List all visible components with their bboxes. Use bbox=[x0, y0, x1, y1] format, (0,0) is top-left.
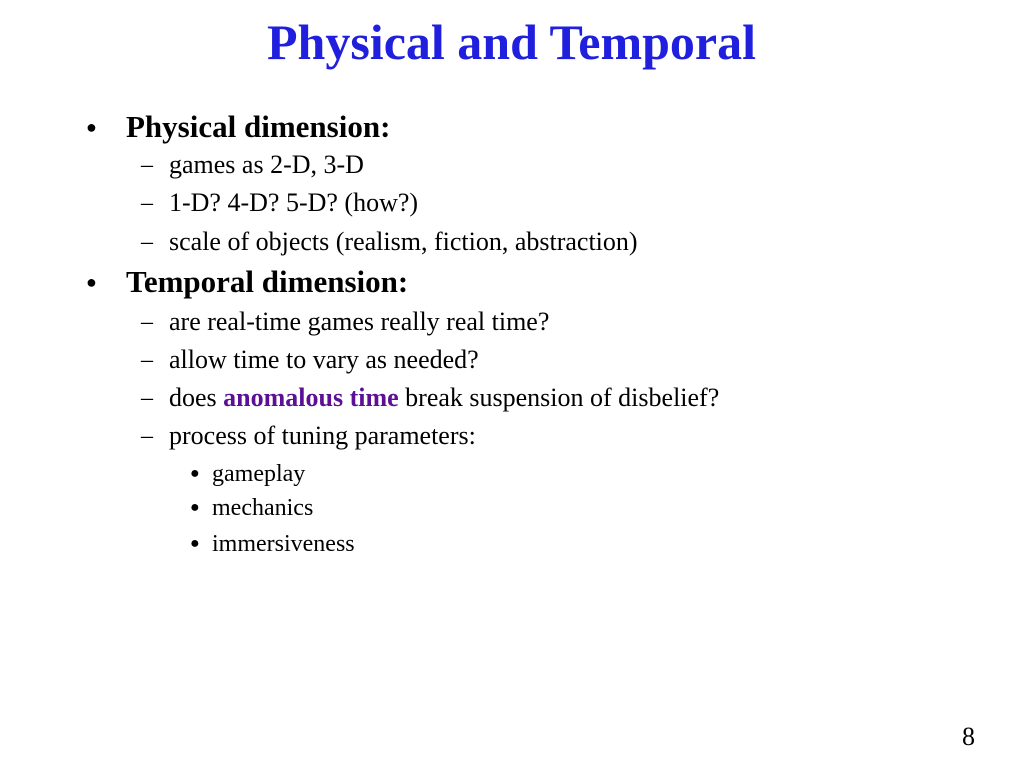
bullet-label: Physical dimension: bbox=[126, 109, 391, 144]
emphasized-term: anomalous time bbox=[223, 383, 399, 412]
dash-marker: – bbox=[141, 423, 153, 449]
bullet-physical-dimension bbox=[86, 109, 391, 145]
sub-bullet-dimensions-question bbox=[141, 188, 419, 218]
sub-bullet-text: games as 2-D, 3-D bbox=[169, 150, 364, 179]
dash-marker: – bbox=[141, 190, 153, 216]
bullet-label: Temporal dimension: bbox=[126, 264, 409, 299]
sub-bullet-scale-of-objects bbox=[141, 227, 638, 257]
slide-title: Physical and Temporal bbox=[267, 14, 756, 70]
sub-sub-bullet-text: mechanics bbox=[212, 495, 314, 521]
bullet-marker: ● bbox=[86, 117, 97, 137]
dash-marker: – bbox=[141, 347, 153, 373]
dash-marker: – bbox=[141, 152, 153, 178]
dash-marker: – bbox=[141, 385, 153, 411]
sub-bullet-games-2d-3d bbox=[141, 150, 364, 180]
sub-sub-bullet-text: immersiveness bbox=[212, 531, 355, 557]
bullet-temporal-dimension bbox=[86, 264, 409, 300]
sub-sub-bullet-gameplay bbox=[190, 460, 306, 488]
bullet-marker: ● bbox=[190, 499, 200, 516]
dash-marker: – bbox=[141, 309, 153, 335]
sub-bullet-anomalous-time bbox=[141, 383, 720, 413]
bullet-marker: ● bbox=[190, 465, 200, 482]
sub-bullet-text: process of tuning parameters: bbox=[169, 421, 476, 450]
sub-sub-bullet-text: gameplay bbox=[212, 461, 306, 487]
sub-bullet-text: scale of objects (realism, fiction, abstraction) bbox=[169, 227, 638, 256]
bullet-marker: ● bbox=[190, 535, 200, 552]
sub-sub-bullet-immersiveness bbox=[190, 530, 355, 558]
dash-marker: – bbox=[141, 229, 153, 255]
sub-sub-bullet-mechanics bbox=[190, 494, 314, 522]
bullet-marker: ● bbox=[86, 272, 97, 292]
sub-bullet-text: allow time to vary as needed? bbox=[169, 345, 479, 374]
sub-bullet-allow-time-vary bbox=[141, 345, 479, 375]
text-after-emphasis: break suspension of disbelief? bbox=[398, 383, 720, 412]
sub-bullet-text: are real-time games really real time? bbox=[169, 307, 550, 336]
page-number: 8 bbox=[962, 722, 975, 751]
sub-bullet-tuning-parameters bbox=[141, 421, 476, 451]
sub-bullet-real-time-games bbox=[141, 307, 550, 337]
sub-bullet-text: 1-D? 4-D? 5-D? (how?) bbox=[169, 188, 419, 217]
text-before-emphasis: does bbox=[169, 383, 224, 412]
